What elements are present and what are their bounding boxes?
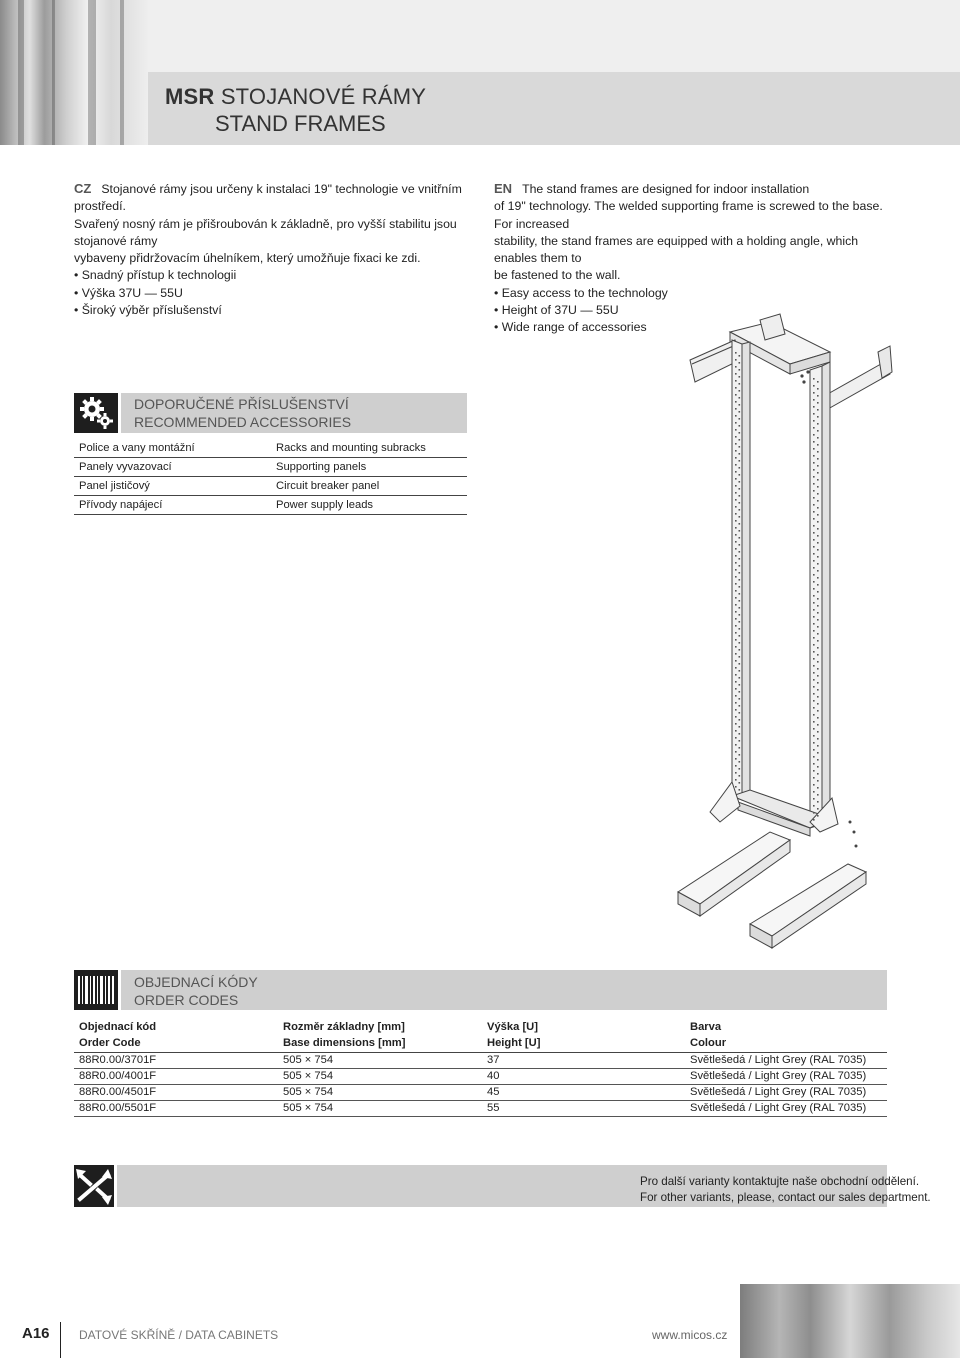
- accessories-list: [74, 439, 467, 515]
- colour: Světlešedá / Light Grey (RAL 7035): [690, 1054, 867, 1066]
- intro-en-bullet: • Wide range of accessories: [494, 320, 647, 335]
- variants-note: [640, 1174, 931, 1205]
- accessories-title: [134, 395, 351, 431]
- intro-cz-line: Svařený nosný rám je přišroubován k základně, pro vyšší stabilitu jsou stojanové rámy: [74, 216, 457, 248]
- accessory-en: Power supply leads: [276, 499, 374, 511]
- footer-website[interactable]: www.micos.cz: [652, 1328, 728, 1342]
- header-photo: [0, 0, 148, 145]
- height: 55: [487, 1102, 500, 1114]
- height: 40: [487, 1070, 500, 1082]
- order-title-cz: OBJEDNACÍ KÓDY: [134, 974, 258, 990]
- page-prefix: A: [22, 1325, 33, 1342]
- col-header-cz: Objednací kód: [79, 1021, 157, 1033]
- col-header-en: Colour: [690, 1037, 727, 1049]
- order-table: [74, 1053, 887, 1117]
- accessory-en: Supporting panels: [276, 461, 367, 473]
- col-header-cz: Rozměr základny [mm]: [283, 1021, 405, 1033]
- col-header-code: [79, 1019, 156, 1051]
- gears-icon: [74, 393, 118, 433]
- accessory-cz: Panely vyvazovací: [79, 461, 172, 473]
- intro-en-line: be fastened to the wall.: [494, 268, 621, 283]
- lang-cz-label: CZ: [74, 181, 92, 196]
- intro-cz-text: Stojanové rámy jsou určeny k instalaci 19" technologie ve vnitřním prostředí.: [74, 182, 462, 214]
- order-title: [134, 973, 258, 1009]
- accessory-en: Racks and mounting subracks: [276, 442, 426, 454]
- accessory-cz: Přívody napájecí: [79, 499, 163, 511]
- intro-cz-line: [74, 180, 469, 216]
- list-item: [74, 477, 467, 496]
- title-cz: STOJANOVÉ RÁMY: [220, 84, 427, 109]
- accessory-cz: Police a vany montážní: [79, 442, 195, 454]
- page-num: 16: [32, 1325, 50, 1342]
- stand-frame-drawing: [660, 312, 900, 952]
- title-bold: MSR: [165, 84, 215, 109]
- lang-en-label: EN: [494, 181, 513, 196]
- col-header-height: [487, 1019, 540, 1051]
- footer-photo: [740, 1284, 960, 1358]
- intro-cz-line: vybaveny přidržovacím úhelníkem, který umožňuje fixaci ke zdi.: [74, 251, 421, 266]
- col-header-en: Order Code: [79, 1037, 141, 1049]
- page-number: [22, 1325, 50, 1342]
- height: 45: [487, 1086, 500, 1098]
- intro-en-line: of 19" technology. The welded supporting frame is screwed to the base. For increased: [494, 199, 883, 231]
- base-dimensions: 505 × 754: [283, 1102, 334, 1114]
- col-header-cz: Výška [U]: [487, 1021, 538, 1033]
- list-item: [74, 439, 467, 458]
- intro-en-bullet: • Easy access to the technology: [494, 285, 668, 300]
- intro-cz: [74, 180, 469, 319]
- intro-cz-bullet: • Snadný přístup k technologii: [74, 268, 237, 283]
- title-en: STAND FRAMES: [215, 111, 386, 136]
- colour: Světlešedá / Light Grey (RAL 7035): [690, 1070, 867, 1082]
- col-header-dimensions: [283, 1019, 405, 1051]
- order-code: 88R0.00/5501F: [79, 1102, 157, 1114]
- page-title: [165, 84, 426, 110]
- colour: Světlešedá / Light Grey (RAL 7035): [690, 1102, 867, 1114]
- intro-en-bullet: • Height of 37U — 55U: [494, 303, 619, 318]
- variants-cz: Pro další varianty kontaktujte naše obchodní oddělení.: [640, 1175, 920, 1188]
- intro-en-line: [494, 180, 889, 198]
- base-dimensions: 505 × 754: [283, 1070, 334, 1082]
- base-dimensions: 505 × 754: [283, 1086, 334, 1098]
- col-header-en: Height [U]: [487, 1037, 541, 1049]
- list-item: [74, 496, 467, 515]
- accessories-title-cz: DOPORUČENÉ PŘÍSLUŠENSTVÍ: [134, 396, 349, 412]
- order-code: 88R0.00/4001F: [79, 1070, 157, 1082]
- table-row: [74, 1069, 887, 1085]
- arrows-split-icon: [74, 1165, 114, 1207]
- intro-cz-bullet: • Výška 37U — 55U: [74, 285, 183, 300]
- table-row: [74, 1085, 887, 1101]
- footer-section: DATOVÉ SKŘÍNĚ / DATA CABINETS: [79, 1328, 279, 1342]
- order-code: 88R0.00/4501F: [79, 1086, 157, 1098]
- footer-divider: [60, 1322, 61, 1358]
- table-row: [74, 1101, 887, 1117]
- height: 37: [487, 1054, 500, 1066]
- base-dimensions: 505 × 754: [283, 1054, 334, 1066]
- list-item: [74, 458, 467, 477]
- colour: Světlešedá / Light Grey (RAL 7035): [690, 1086, 867, 1098]
- table-row: [74, 1053, 887, 1069]
- barcode-icon: [74, 970, 118, 1010]
- variants-en: For other variants, please, contact our sales department.: [640, 1190, 931, 1204]
- order-title-en: ORDER CODES: [134, 992, 239, 1008]
- col-header-en: Base dimensions [mm]: [283, 1037, 406, 1049]
- intro-en-line: stability, the stand frames are equipped with a holding angle, which enables them to: [494, 233, 859, 266]
- col-header-colour: [690, 1019, 726, 1051]
- intro-en-text: The stand frames are designed for indoor installation: [522, 182, 810, 196]
- accessory-en: Circuit breaker panel: [276, 480, 380, 492]
- col-header-cz: Barva: [690, 1021, 722, 1033]
- order-code: 88R0.00/3701F: [79, 1054, 157, 1066]
- accessory-cz: Panel jističový: [79, 480, 150, 492]
- accessories-title-en: RECOMMENDED ACCESSORIES: [134, 414, 352, 430]
- intro-cz-bullet: • Široký výběr příslušenství: [74, 303, 222, 318]
